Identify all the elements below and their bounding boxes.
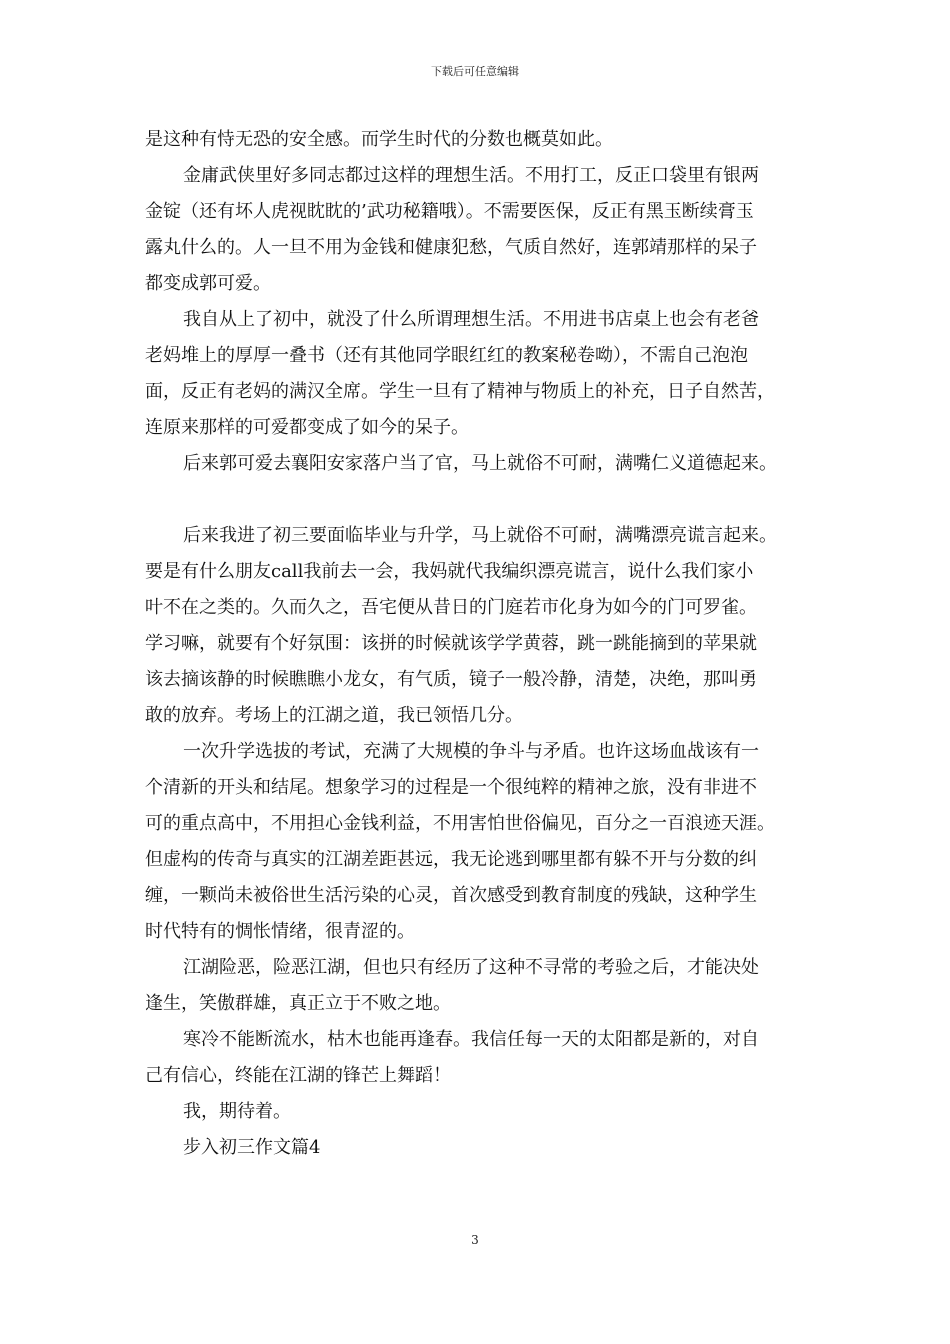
blank-line: [145, 482, 825, 518]
text-line: 是这种有恃无恐的安全感。而学生时代的分数也概莫如此。: [145, 129, 613, 150]
paragraph-9: [145, 1094, 825, 1130]
text-line: 金锭（还有坏人虎视眈眈的’武功秘籍哦）。不需要医保，反正有黑玉断续膏玉: [145, 201, 754, 222]
text-line: 露丸什么的。人一旦不用为金钱和健康犯愁，气质自然好，连郭靖那样的呆子: [145, 237, 757, 258]
paragraph-1: [145, 122, 825, 158]
paragraph-6: [145, 734, 825, 950]
page-header: 下载后可任意编辑: [431, 65, 519, 78]
text-line: 个清新的开头和结尾。想象学习的过程是一个很纯粹的精神之旅，没有非进不: [145, 777, 757, 798]
text-line: 金庸武侠里好多同志都过这样的理想生活。不用打工，反正口袋里有银两: [183, 165, 759, 186]
text-line: 面，反正有老妈的满汉全席。学生一旦有了精神与物质上的补充，日子自然苦，: [145, 381, 775, 402]
text-line: 时代特有的惆怅情绪，很青涩的。: [145, 921, 415, 942]
paragraph-2: [145, 158, 825, 302]
text-line: 老妈堆上的厚厚一叠书（还有其他同学眼红红的教案秘卷呦），不需自己泡泡: [145, 345, 748, 366]
text-line: 己有信心，终能在江湖的锋芒上舞蹈！: [145, 1065, 451, 1086]
text-line: 但虚构的传奇与真实的江湖差距甚远，我无论逃到哪里都有躲不开与分数的纠: [145, 849, 757, 870]
text-line: 一次升学选拔的考试，充满了大规模的争斗与矛盾。也许这场血战该有一: [183, 741, 759, 762]
text-line: 后来我进了初三要面临毕业与升学，马上就俗不可耐，满嘴漂亮谎言起来。: [183, 525, 777, 546]
text-line: 寒冷不能断流水，枯木也能再逢春。我信任每一天的太阳都是新的，对自: [183, 1029, 759, 1050]
text-line: 都变成郭可爱。: [145, 273, 271, 294]
document-body: [145, 122, 825, 1166]
paragraph-3: [145, 302, 825, 446]
text-line: 要是有什么朋友call我前去一会，我妈就代我编织漂亮谎言，说什么我们家小: [145, 561, 754, 582]
paragraph-7: [145, 950, 825, 1022]
text-line: 缠，一颗尚未被俗世生活污染的心灵，首次感受到教育制度的残缺，这种学生: [145, 885, 757, 906]
text-line: 敢的放弃。考场上的江湖之道，我已领悟几分。: [145, 705, 523, 726]
text-line: 可的重点高中，不用担心金钱利益，不用害怕世俗偏见，百分之一百浪迹天涯。: [145, 813, 775, 834]
paragraph-5: [145, 518, 825, 734]
text-line: 连原来那样的可爱都变成了如今的呆子。: [145, 417, 469, 438]
page-number: 3: [471, 1233, 479, 1247]
text-line: 逢生，笑傲群雄，真正立于不败之地。: [145, 993, 451, 1014]
text-line: 学习嘛，就要有个好氛围：该拼的时候就该学学黄蓉，跳一跳能摘到的苹果就: [145, 633, 757, 654]
text-line: 我自从上了初中，就没了什么所谓理想生活。不用进书店桌上也会有老爸: [183, 309, 759, 330]
text-line: 我，期待着。: [183, 1101, 291, 1122]
text-line: 该去摘该静的时候瞧瞧小龙女，有气质，镜子一般冷静，清楚，决绝，那叫勇: [145, 669, 757, 690]
text-line: 江湖险恶，险恶江湖，但也只有经历了这种不寻常的考验之后，才能决处: [183, 957, 759, 978]
paragraph-8: [145, 1022, 825, 1094]
section-heading: [145, 1130, 825, 1166]
text-line: 步入初三作文篇4: [183, 1137, 321, 1158]
text-line: 后来郭可爱去襄阳安家落户当了官，马上就俗不可耐，满嘴仁义道德起来。: [183, 453, 777, 474]
paragraph-4: [145, 446, 825, 482]
text-line: 叶不在之类的。久而久之，吾宅便从昔日的门庭若市化身为如今的门可罗雀。: [145, 597, 757, 618]
